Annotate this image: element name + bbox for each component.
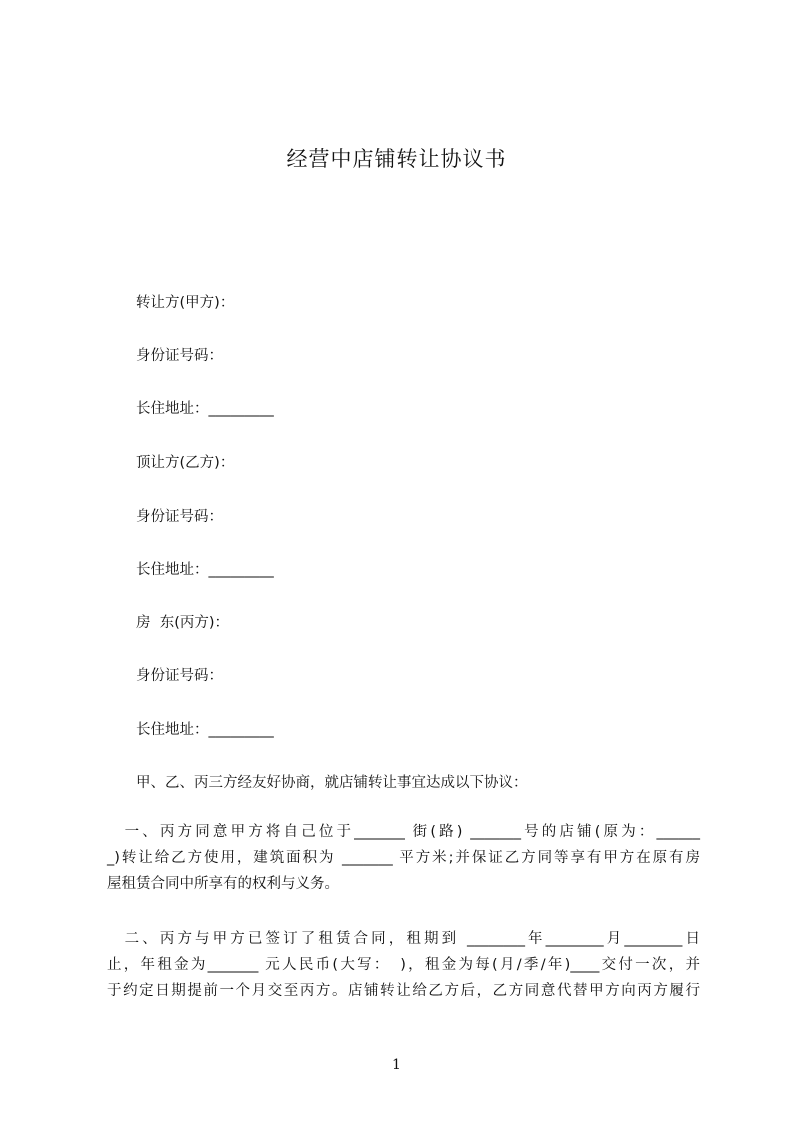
page-number: 1 [392, 1057, 401, 1073]
transferor-label: 转让方(甲方)： [136, 295, 235, 311]
clause-one [107, 819, 700, 897]
clause-two-line: 二、丙方与甲方已签订了租赁合同，租期到 ________年________月________日 [107, 931, 700, 947]
agreement-intro: 甲、乙、丙三方经友好协商，就店铺转让事宜达成以下协议： [136, 775, 528, 791]
landlord-label: 房 东(丙方)： [136, 615, 230, 631]
transferor-id-label: 身份证号码： [136, 348, 223, 364]
transferee-id-label: 身份证号码： [136, 509, 223, 525]
clause-one-line: 屋租赁合同中所享有的权利与义务。 [107, 876, 339, 892]
landlord-address-label: 长住地址：_________ [136, 722, 274, 738]
document-title: 经营中店铺转让协议书 [286, 147, 507, 171]
transferee-address-label: 长住地址：_________ [136, 562, 274, 578]
clause-two [107, 926, 700, 1004]
clause-one-line: 一、丙方同意甲方将自己位于_______ 街(路) _______号的店铺(原为：______ [107, 824, 700, 840]
clause-two-line: 于约定日期提前一个月交至丙方。店铺转让给乙方后，乙方同意代替甲方向丙方履行 [107, 983, 700, 999]
clause-one-line: _)转让给乙方使用，建筑面积为 _______ 平方米;并保证乙方同等享有甲方在原有房 [107, 850, 700, 866]
landlord-id-label: 身份证号码： [136, 668, 223, 684]
transferee-label: 顶让方(乙方)： [136, 455, 235, 471]
transferor-address-label: 长住地址：_________ [136, 401, 274, 417]
clause-two-line: 止，年租金为_______ 元人民币(大写： )，租金为每(月/季/年)____交付一次，并 [107, 957, 700, 973]
